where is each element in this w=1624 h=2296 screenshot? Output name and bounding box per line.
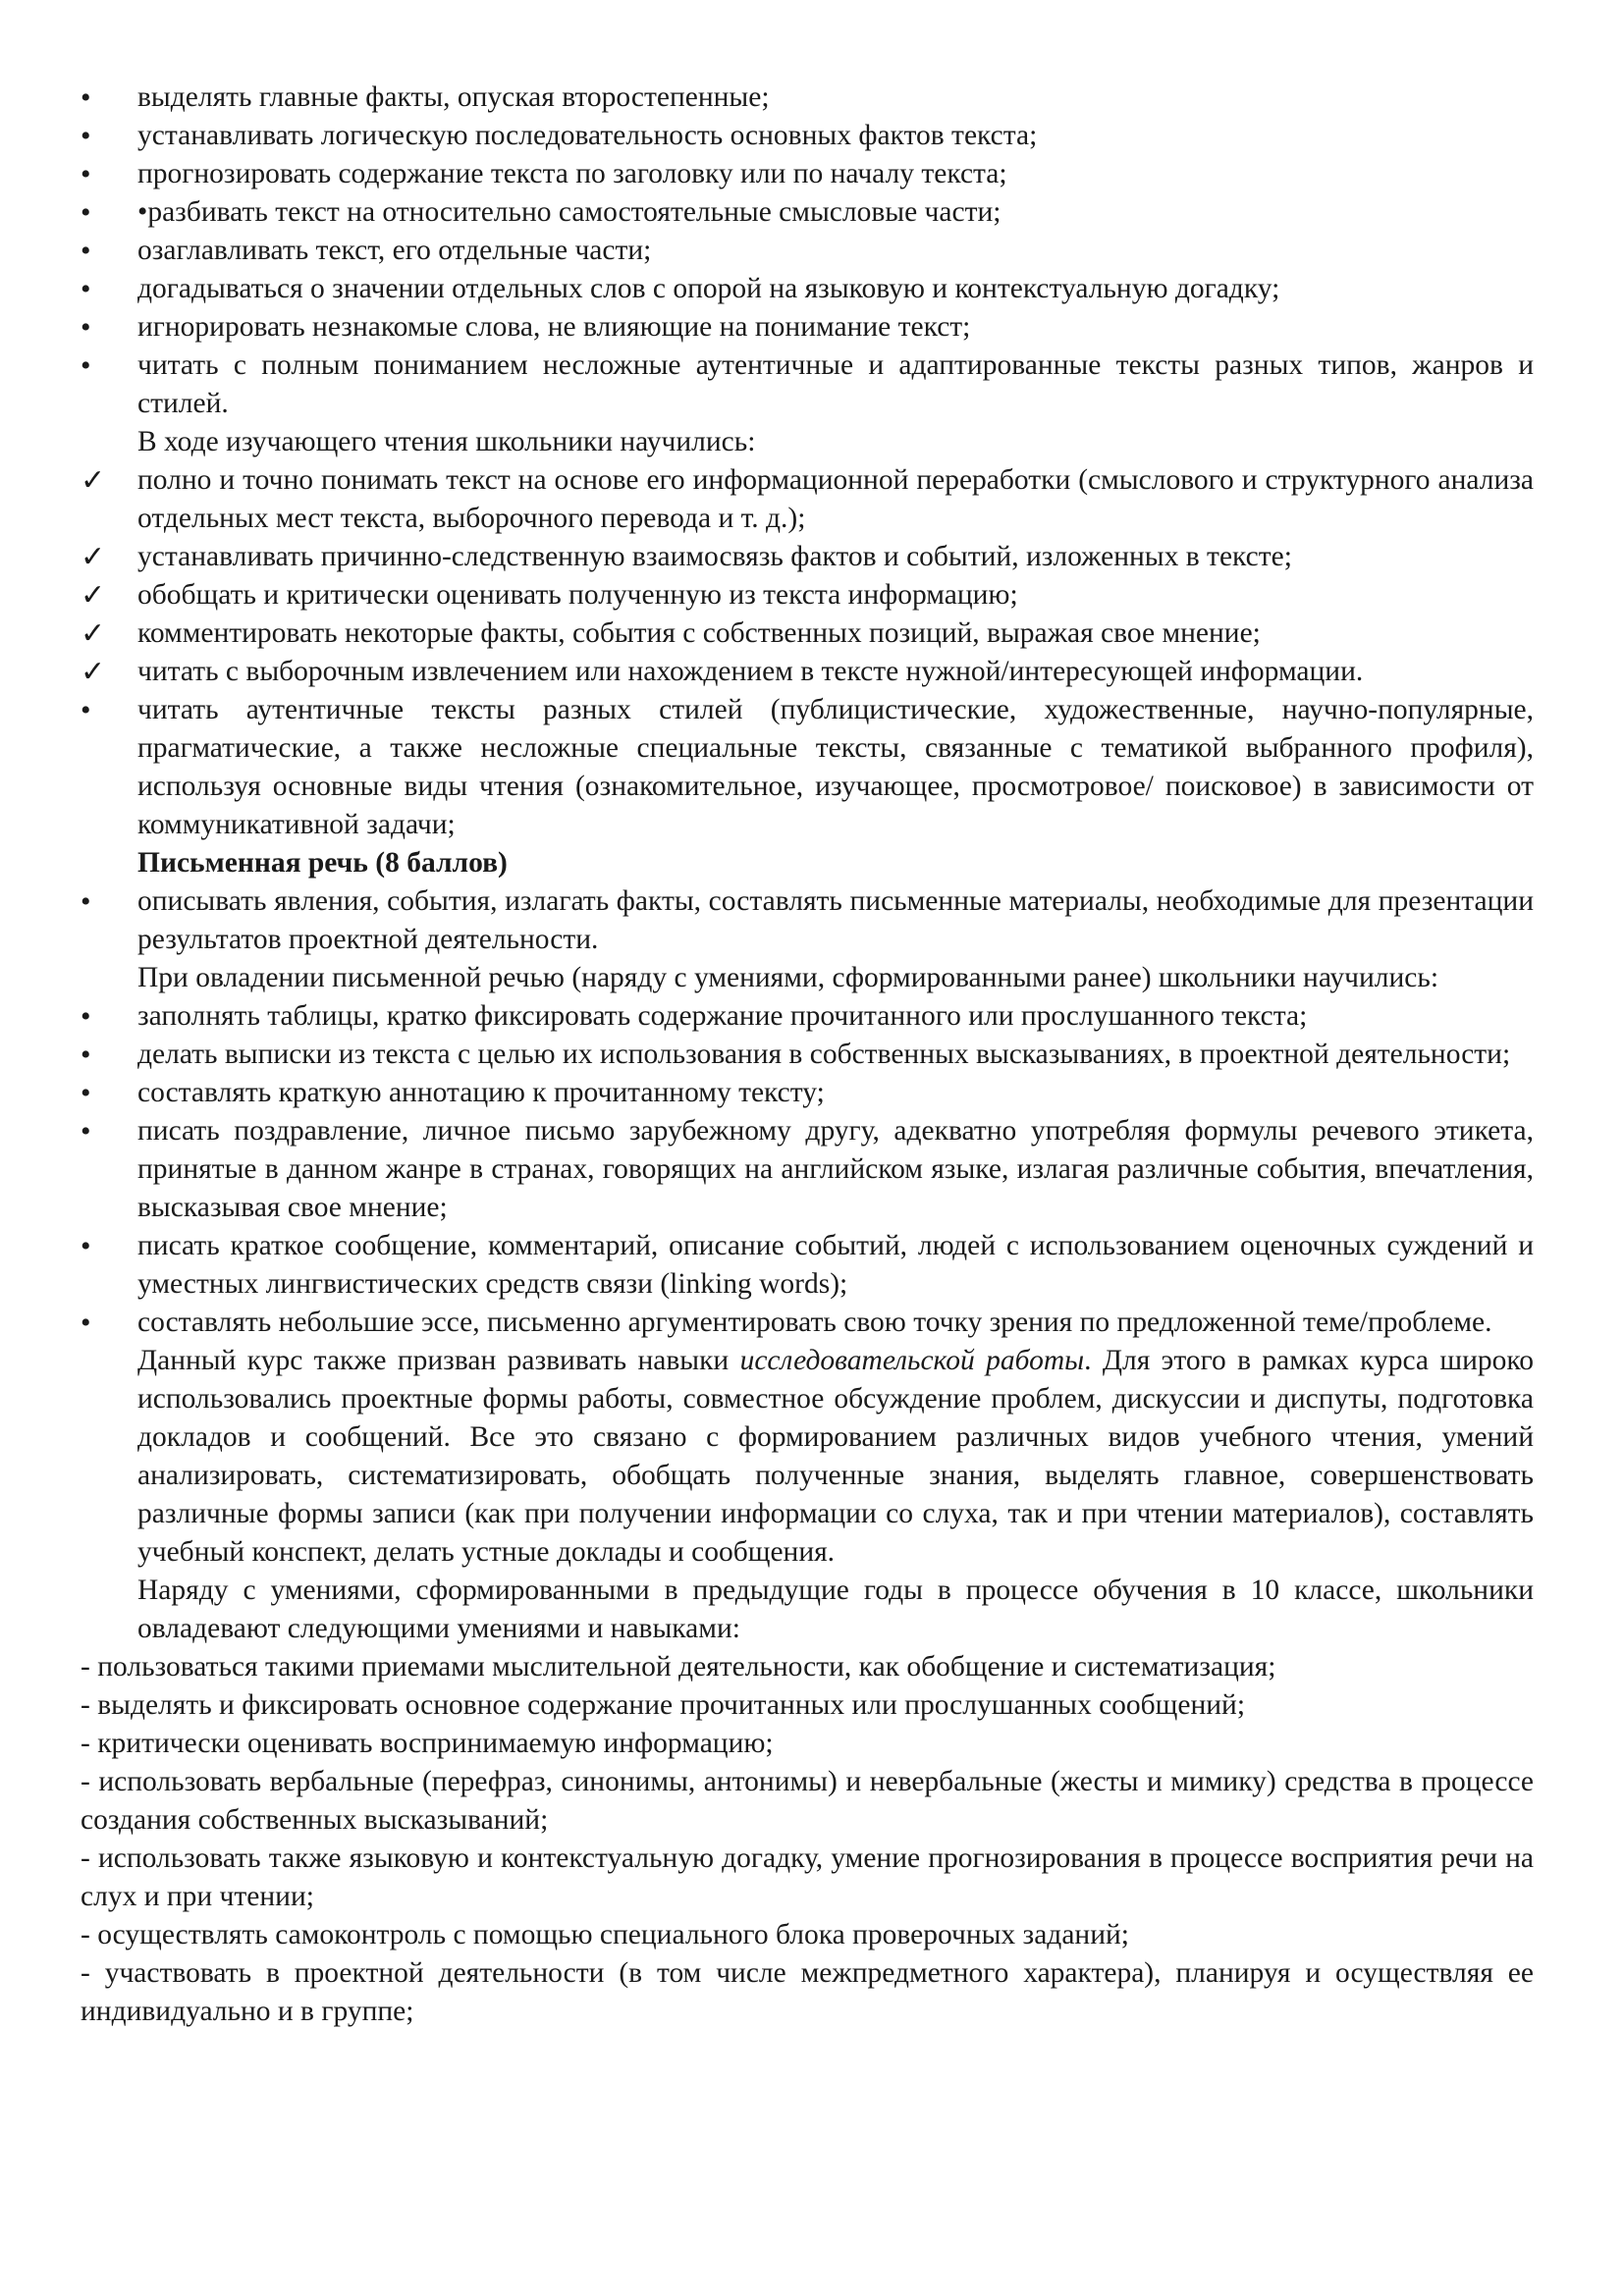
- list-item-text: устанавливать логическую последовательность основных фактов текста;: [137, 120, 1038, 151]
- research-text-before: Данный курс также призван развивать навыки: [137, 1345, 740, 1376]
- check-list-item: [81, 461, 1534, 538]
- list-item: [81, 79, 1534, 117]
- list-item: [81, 347, 1534, 423]
- list-item-text: обобщать и критически оценивать полученную из текста информацию;: [137, 579, 1018, 611]
- list-item: [81, 117, 1534, 155]
- bullet-icon: •: [81, 694, 91, 726]
- list-item: [81, 882, 1534, 959]
- list-item-text: игнорировать незнакомые слова, не влияющие на понимание текст;: [137, 311, 971, 343]
- list-item-text: устанавливать причинно-следственную взаимосвязь фактов и событий, изложенных в тексте;: [137, 541, 1292, 572]
- bullet-icon: •: [81, 196, 91, 229]
- list-item-text: полно и точно понимать текст на основе его информационной переработки (смыслового и структурного анализа отдельных мест текста, выборочного перевода и т. д.);: [137, 464, 1534, 534]
- bullet-icon: •: [81, 120, 91, 152]
- list-item-text: прогнозировать содержание текста по заголовку или по началу текста;: [137, 158, 1007, 189]
- dash-list-item: - осуществлять самоконтроль с помощью специального блока проверочных заданий;: [81, 1919, 1129, 1950]
- bullet-icon: •: [81, 158, 91, 190]
- dash-list-item: - выделять и фиксировать основное содержание прочитанных или прослушанных сообщений;: [81, 1689, 1246, 1721]
- list-item: [81, 997, 1534, 1036]
- list-item: [81, 1036, 1534, 1074]
- checkmark-icon: ✓: [81, 464, 106, 497]
- bullet-icon: •: [81, 1230, 91, 1262]
- check-list-item: [81, 576, 1534, 614]
- check-list-item: [81, 538, 1534, 576]
- list-item: [81, 270, 1534, 308]
- list-item: [81, 691, 1534, 844]
- dash-list-item: - использовать также языковую и контекстуальную догадку, умение прогнозирования в процессе восприятия речи на слух и при чтении;: [81, 1842, 1534, 1912]
- bullet-icon: •: [81, 311, 91, 344]
- list-item-text: читать с выборочным извлечением или нахождением в тексте нужной/интересующей информации.: [137, 656, 1364, 687]
- bullet-icon: •: [81, 235, 91, 267]
- research-text-after: . Для этого в рамках курса широко использовались проектные формы работы, совместное обсуждение проблем, дискуссии и диспуты, подготовка докладов и сообщений. Все это связано с формированием различных видов учебного чтения, умений анализировать, систематизировать, обобщать полученные знания, выделять главное, совершенствовать различные формы записи (как при получении информации со слуха, так и при чтении материалов), составлять учебный конспект, делать устные доклады и сообщения.: [137, 1345, 1534, 1568]
- research-text-italic: исследовательской работы: [739, 1345, 1085, 1376]
- list-item-text: выделять главные факты, опуская второстепенные;: [137, 81, 770, 113]
- skills-paragraph: Наряду с умениями, сформированными в предыдущие годы в процессе обучения в 10 классе, школьники овладевают следующими умениями и навыками:: [137, 1575, 1534, 1644]
- bullet-icon: •: [81, 81, 91, 114]
- list-item-text: •разбивать текст на относительно самостоятельные смысловые части;: [137, 196, 1001, 228]
- dash-list-item: - использовать вербальные (перефраз, синонимы, антонимы) и невербальные (жесты и мимику) средства в процессе создания собственных высказываний;: [81, 1766, 1534, 1836]
- bullet-icon: •: [81, 273, 91, 305]
- section-heading: Письменная речь (8 баллов): [137, 847, 508, 879]
- document-body: [81, 79, 1534, 2031]
- checkmark-icon: ✓: [81, 541, 106, 573]
- dash-list-item: - пользоваться такими приемами мыслительной деятельности, как обобщение и систематизация;: [81, 1651, 1276, 1682]
- list-item: [81, 193, 1534, 232]
- bullet-icon: •: [81, 1115, 91, 1148]
- bullet-icon: •: [81, 349, 91, 382]
- bullet-icon: •: [81, 1039, 91, 1071]
- check-list-item: [81, 653, 1534, 691]
- list-item-text: читать с полным пониманием несложные аутентичные и адаптированные тексты разных типов, жанров и стилей.: [137, 349, 1534, 419]
- list-item-text: читать аутентичные тексты разных стилей (публицистические, художественные, научно-популярные, прагматические, а также несложные специальные тексты, связанные с тематикой выбранного профиля), используя основные виды чтения (ознакомительное, изучающее, просмотровое/ поисковое) в зависимости от коммуникативной задачи;: [137, 694, 1534, 840]
- checkmark-icon: ✓: [81, 656, 106, 688]
- list-item-text: описывать явления, события, излагать факты, составлять письменные материалы, необходимые для презентации результатов проектной деятельности.: [137, 885, 1534, 955]
- list-item-text: заполнять таблицы, кратко фиксировать содержание прочитанного или прослушанного текста;: [137, 1000, 1308, 1032]
- list-item: [81, 1304, 1534, 1342]
- checkmark-icon: ✓: [81, 579, 106, 612]
- list-item: [81, 155, 1534, 193]
- list-item-text: писать поздравление, личное письмо зарубежному другу, адекватно употребляя формулы речевого этикета, принятые в данном жанре в странах, говорящих на английском языке, излагая различные события, впечатления, высказывая свое мнение;: [137, 1115, 1534, 1223]
- list-item-text: составлять краткую аннотацию к прочитанному тексту;: [137, 1077, 825, 1108]
- bullet-icon: •: [81, 1307, 91, 1339]
- bullet-icon: •: [81, 885, 91, 918]
- research-paragraph: [81, 1342, 1534, 1572]
- list-item: [81, 1074, 1534, 1112]
- dash-list-item: - критически оценивать воспринимаемую информацию;: [81, 1728, 774, 1759]
- list-item: [81, 232, 1534, 270]
- list-item: [81, 308, 1534, 347]
- list-item-text: писать краткое сообщение, комментарий, описание событий, людей с использованием оценочных суждений и уместных лингвистических средств связи (linking words);: [137, 1230, 1534, 1300]
- dash-list-item: - участвовать в проектной деятельности (в том числе межпредметного характера), планируя и осуществляя ее индивидуально и в группе;: [81, 1957, 1534, 2027]
- intro-writing-paragraph: При овладении письменной речью (наряду с умениями, сформированными ранее) школьники научились:: [137, 962, 1439, 993]
- list-item-text: делать выписки из текста с целью их использования в собственных высказываниях, в проектной деятельности;: [137, 1039, 1511, 1070]
- check-list-item: [81, 614, 1534, 653]
- bullet-icon: •: [81, 1000, 91, 1033]
- list-item-text: догадываться о значении отдельных слов с опорой на языковую и контекстуальную догадку;: [137, 273, 1280, 304]
- list-item: [81, 1227, 1534, 1304]
- checkmark-icon: ✓: [81, 617, 106, 650]
- bullet-icon: •: [81, 1077, 91, 1109]
- list-item-text: озаглавливать текст, его отдельные части;: [137, 235, 652, 266]
- list-item: [81, 1112, 1534, 1227]
- intro-study-paragraph: В ходе изучающего чтения школьники научились:: [137, 426, 756, 457]
- list-item-text: комментировать некоторые факты, события с собственных позиций, выражая свое мнение;: [137, 617, 1261, 649]
- list-item-text: составлять небольшие эссе, письменно аргументировать свою точку зрения по предложенной теме/проблеме.: [137, 1307, 1492, 1338]
